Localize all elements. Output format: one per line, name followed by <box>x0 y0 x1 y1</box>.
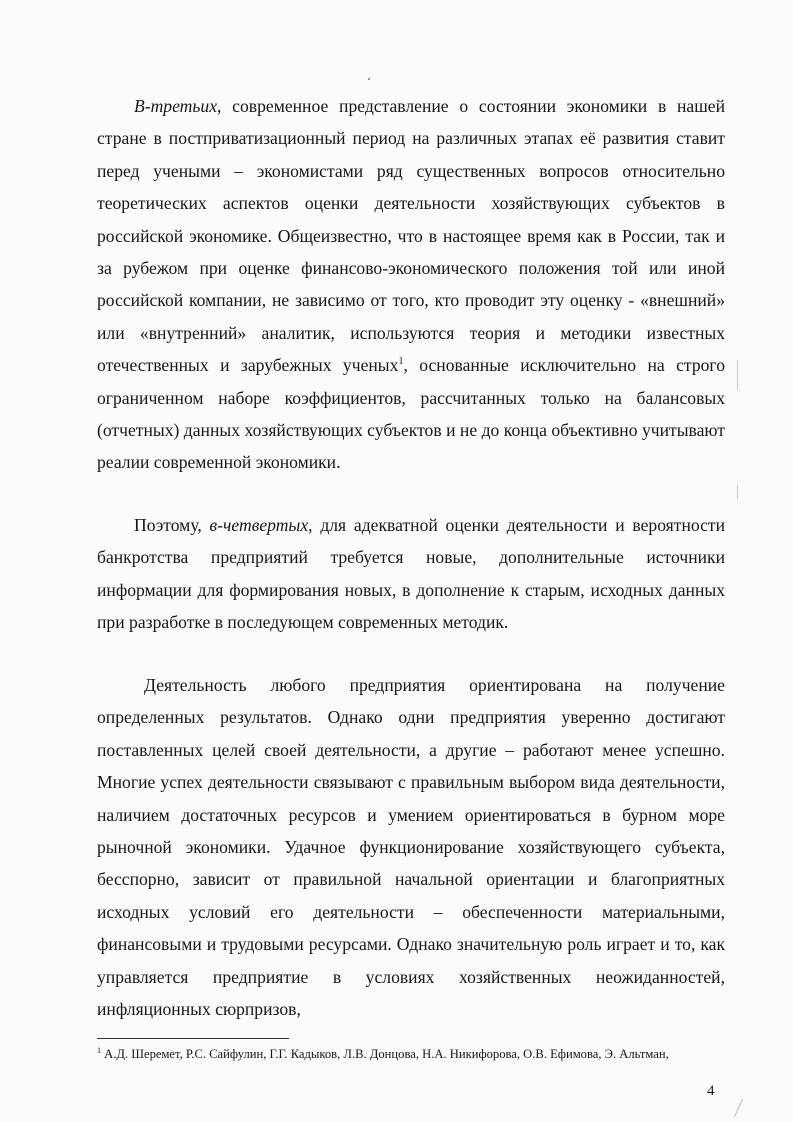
footnote-reference[interactable]: 1 <box>398 356 404 368</box>
page-number: 4 <box>707 1083 715 1099</box>
footnote-text: А.Д. Шеремет, Р.С. Сайфулин, Г.Г. Кадыков, Л.В. Донцова, Н.А. Никифорова, О.В. Ефимова, Э. Альтман, <box>104 1047 669 1061</box>
paragraph-text: Деятельность любого предприятия ориентирована на получение определенных результатов. Однако одни предприятия уверенно достигают поставленных целей своей деятельности, а другие – работают менее успешно. Многие успех деятельности связывают с правильным выбором вида деятельности, наличием достаточных ресурсов и умением ориентироваться в бурном море рыночной экономики. Удачное функционирование хозяйствующего субъекта, бесспорно, зависит от правильной начальной ориентации и благоприятных исходных условий его деятельности – обеспеченности материальными, финансовыми и трудовыми ресурсами. Однако значительную роль играет и то, как управляется предприятие в условиях хозяйственных неожиданностей, инфляционных сюрпризов, <box>97 675 725 1020</box>
paragraph-enterprise-activity <box>97 669 725 1025</box>
paragraph-third-point <box>97 90 725 479</box>
paragraph-text: , современное представление о состоянии экономики в нашей стране в постприватизационный период на различных этапах её развития ставит перед учеными – экономистами ряд существенных вопросов относительно теоретических аспектов оценки деятельности хозяйствующих субъектов в российской экономике. Общеизвестно, что в настоящее время как в России, так и за рубежом при оценке финансово-экономического положения той или иной российской компании, не зависимо от того, кто проводит эту оценку - «внешний» или «внутренний» аналитик, используются теория и методики известных отечественных и зарубежных ученых <box>97 96 725 376</box>
footnote-separator <box>97 1038 289 1039</box>
lead-italic-text: В-третьих <box>134 96 218 116</box>
paragraph-text: Поэтому, <box>134 515 210 535</box>
scan-speck <box>737 360 738 390</box>
scan-speck <box>368 78 370 80</box>
paragraph-text: , для адекватной оценки деятельности и вероятности банкротства предприятий требуется новые, дополнительные источники информации для формирования новых, в дополнение к старым, исходных данных при разработке в последующем современных методик. <box>97 515 726 633</box>
footnote-marker: 1 <box>97 1045 101 1055</box>
paragraph-text: , основанные исключительно на строго ограниченном наборе коэффициентов, рассчитанных только на балансовых (отчетных) данных хозяйствующих субъектов и не до конца объективно учитывают реалии современной экономики. <box>97 355 725 473</box>
scan-speck <box>734 1099 743 1118</box>
italic-text: в-четвертых <box>209 515 309 535</box>
footnote <box>97 1046 725 1062</box>
paragraph-fourth-point <box>97 509 725 639</box>
scan-speck <box>737 485 738 499</box>
